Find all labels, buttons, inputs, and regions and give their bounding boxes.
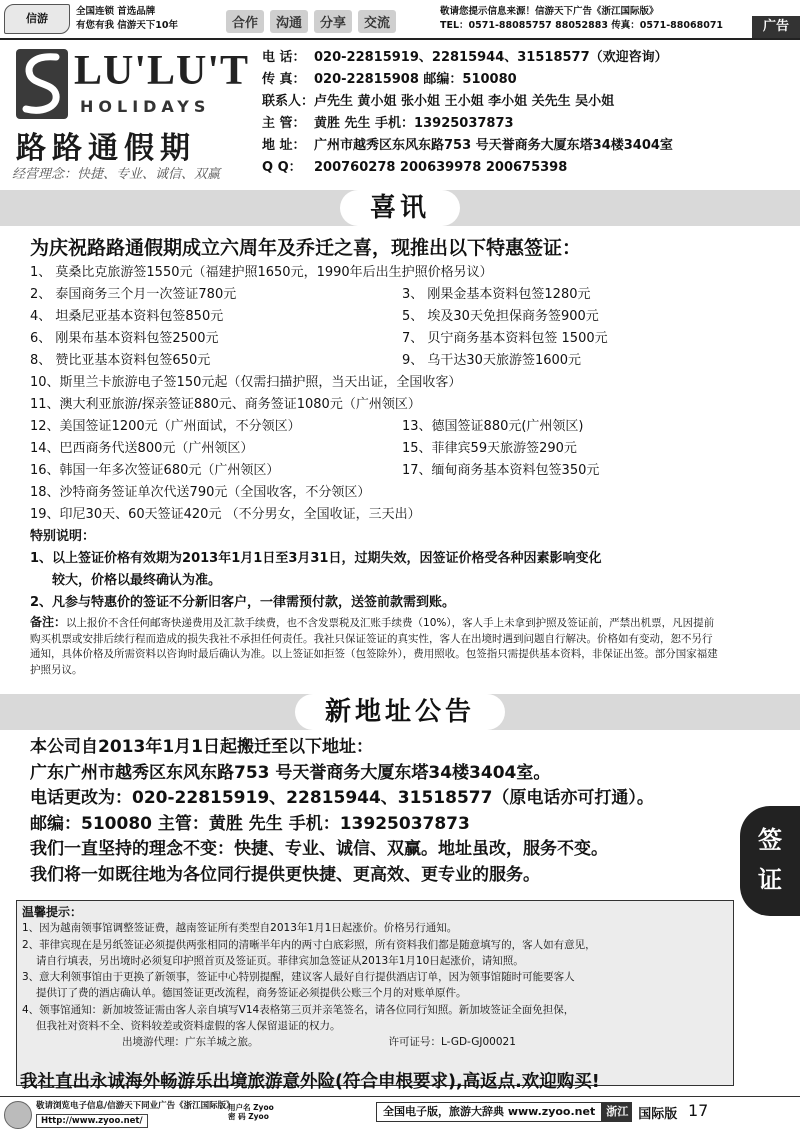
visa-item: 17、缅甸商务基本资料包签350元: [402, 463, 600, 478]
address-line: 我们将一如既往地为各位同行提供更快捷、更高效、更专业的服务。: [30, 864, 540, 885]
header-slogan: [76, 5, 178, 33]
contact-key: 地 址：: [262, 138, 306, 153]
list-item: [30, 394, 710, 416]
nav-item-exchange: 交流: [358, 10, 396, 33]
company-motto: 经营理念：快捷、专业、诚信、双赢: [12, 167, 221, 182]
tip-3-continued: 提供订了费的酒店确认单。德国签证更改流程，商务签证必须提供公账三个月的对账单原件。: [36, 987, 467, 1000]
footer-line-1: 敬请浏览电子信息/信游天下同业广告《浙江国际版》: [36, 1101, 235, 1111]
remark-text: 以上报价不含任何邮寄快递费用及汇款手续费，也不含发票税及汇账手续费（10%），客人手上未拿到护照及签证前，严禁出机票，凡因提前购买机票或安排后续行程而造成的损失我社不承担任何责任。我社只保证签证的真实性，客人在出境时遇到问题自行解决。价格如有变动，恕不另行通知，具体价格及所需资料以咨询时最后确认为准。以上签证如拒签（包签除外），费用照收。包签指只需提供基本资料，非保证出签。部分国家福建护照另议。: [30, 617, 718, 676]
list-item: [30, 460, 710, 482]
nav-item-share: 分享: [314, 10, 352, 33]
contact-value: 020-22815908 邮编：510080: [314, 72, 517, 87]
footer-edition: [376, 1101, 683, 1123]
visa-item: 3、 刚果金基本资料包签1280元: [402, 287, 591, 302]
ad-tag: 广告: [752, 16, 800, 38]
list-item: [30, 328, 710, 350]
footer-password: 密 码 Zyoo: [228, 1112, 269, 1121]
footer-left: [36, 1100, 235, 1128]
address-line: 广东广州市越秀区东风东路753 号天誉商务大厦东塔34楼3404室。: [30, 762, 551, 783]
side-tab-char: 证: [758, 866, 782, 894]
contact-key: 主 管：: [262, 116, 306, 131]
nav-item-cooperate: 合作: [226, 10, 264, 33]
remark: [30, 615, 720, 678]
slogan-line-1: 全国连锁 首选品牌: [76, 6, 156, 17]
contact-row: [262, 69, 792, 91]
visa-item: 13、德国签证880元(广州领区): [402, 419, 584, 434]
tip-3: 3、意大利领事馆由于更换了新领事，签证中心特别提醒，建议客人最好自行提供酒店订单，因为领事馆随时可能要客人: [22, 971, 575, 984]
logo-name: LU'LU'T: [74, 48, 250, 94]
tip-2: 2、菲律宾现在是另纸签证必须提供两张相同的清晰半年内的两寸白底彩照，所有资料我们都是随意填写的，客人如有意见，: [22, 938, 596, 951]
header-info-line-1: 敬请您提示信息来源！信游天下广告《浙江国际版》: [440, 6, 659, 17]
tip-2-continued: 请自行填表，另出境时必须复印护照首页及签证页。菲律宾加急签证从2013年1月10日起涨价，请知照。: [36, 954, 524, 967]
visa-item: 1、 莫桑比克旅游签1550元（福建护照1650元，1990年后出生护照价格另议）: [30, 265, 493, 280]
contact-key: 传 真：: [262, 72, 306, 87]
visa-item: 5、 埃及30天免担保商务签900元: [402, 309, 599, 324]
visa-item: 16、韩国一年多次签证680元（广州领区）: [30, 463, 280, 478]
contact-row: [262, 157, 792, 179]
contact-value: 200760278 200639978 200675398: [314, 160, 568, 175]
special-notes: [30, 526, 720, 614]
footer-logo-icon: [4, 1101, 32, 1129]
footer-region: 浙江: [602, 1102, 632, 1122]
note-1-continued: 较大，价格以最终确认为准。: [52, 573, 222, 588]
contact-key: 联系人：: [262, 94, 315, 109]
visa-item: 9、 乌干达30天旅游签1600元: [402, 353, 582, 368]
side-tab-char: 签: [758, 826, 782, 854]
contact-row: [262, 47, 792, 69]
contact-row: [262, 91, 792, 113]
list-item: [30, 504, 710, 526]
footer-slogan: 全国电子版，旅游大辞典 www.zyoo.net: [376, 1102, 602, 1122]
visa-item: 2、 泰国商务三个月一次签证780元: [30, 287, 237, 302]
logo-subtitle: HOLIDAYS: [80, 97, 211, 116]
license-info: 许可证号：L-GD-GJ00021: [388, 1036, 516, 1049]
tip-1: 1、因为越南领事馆调整签证费，越南签证所有类型自2013年1月1日起涨价。价格另行通知。: [22, 922, 458, 935]
list-item: [30, 438, 710, 460]
footer: [0, 1096, 800, 1131]
address-title: 新地址公告: [295, 694, 505, 730]
side-tab-visa: [740, 806, 800, 916]
address-title-band: [0, 694, 800, 730]
visa-item: 10、斯里兰卡旅游电子签150元起（仅需扫描护照，当天出证，全国收客）: [30, 375, 462, 390]
visa-item: 11、澳大利亚旅游/探亲签证880元、商务签证1080元（广州领区）: [30, 397, 421, 412]
address-line: 电话更改为：020-22815919、22815944、31518577（原电话亦可打通）。: [30, 788, 654, 808]
company-logo: [12, 47, 252, 187]
contact-row: [262, 135, 792, 157]
visa-item: 8、 赞比亚基本资料包签650元: [30, 353, 211, 368]
contact-row: [262, 113, 792, 135]
contact-value: 黄胜 先生 手机：13925037873: [314, 116, 514, 131]
tips: [22, 904, 727, 1051]
tip-4-continued: 但我社对资料不全、资料较差或资料虚假的客人保留退证的权力。: [36, 1020, 341, 1033]
contact-key: 电 话：: [262, 50, 306, 65]
agent-info: 出境游代理：广东羊城之旅。: [122, 1036, 259, 1049]
list-item: [30, 350, 710, 372]
visa-item: 14、巴西商务代送800元（广州领区）: [30, 441, 254, 456]
logo-mark-icon: [16, 49, 68, 119]
list-item: [30, 284, 710, 306]
visa-item: 7、 贝宁商务基本资料包签 1500元: [402, 331, 608, 346]
tips-title: 温馨提示：: [22, 905, 83, 919]
top-header: [0, 0, 800, 40]
visa-item: 6、 刚果布基本资料包签2500元: [30, 331, 219, 346]
tip-4: 4、领事馆通知：新加坡签证需由客人亲自填写V14表格第三页并亲笔签名，请各位同行知照。新加坡签证全面免担保，: [22, 1003, 575, 1016]
address-announcement: [30, 735, 730, 888]
contact-value: 020-22815919、22815944、31518577（欢迎咨询）: [314, 50, 668, 65]
list-item: [30, 416, 710, 438]
header-nav: [226, 10, 396, 33]
visa-item: 12、美国签证1200元（广州面试，不分领区）: [30, 419, 301, 434]
address-line: 我们一直坚持的理念不变：快捷、专业、诚信、双赢。地址虽改，服务不变。: [30, 839, 608, 859]
note-1: 1、以上签证价格有效期为2013年1月1日至3月31日，过期失效，因签证价格受各种因素影响变化: [30, 551, 602, 566]
footer-edition-name: 国际版: [638, 1106, 678, 1122]
brand-logo: 信游: [4, 4, 70, 34]
promo-headline: 为庆祝路路通假期成立六周年及乔迁之喜，现推出以下特惠签证：: [30, 237, 582, 259]
contact-value: 广州市越秀区东风东路753 号天誉商务大厦东塔34楼3404室: [314, 138, 673, 153]
promo-title: 喜讯: [340, 190, 460, 226]
footer-username: 用户名 Zyoo: [228, 1103, 274, 1112]
remark-title: 备注：: [30, 615, 67, 629]
list-item: [30, 482, 710, 504]
logo-chinese-name: 路路通假期: [16, 131, 196, 166]
insurance-promo: 我社直出永诚海外畅游乐出境旅游意外险(符合申根要求),高返点.欢迎购买!: [20, 1072, 600, 1092]
visa-item: 15、菲律宾59天旅游签290元: [402, 441, 577, 456]
note-2: 2、凡参与特惠价的签证不分新旧客户，一律需预付款，送签前款需到账。: [30, 595, 456, 610]
address-line: 邮编：510080 主管：黄胜 先生 手机：13925037873: [30, 813, 470, 834]
list-item: [30, 262, 710, 284]
list-item: [30, 306, 710, 328]
note-title: 特别说明：: [30, 529, 96, 544]
header-info: [440, 5, 723, 33]
visa-item: 4、 坦桑尼亚基本资料包签850元: [30, 309, 224, 324]
agent-license-row: [22, 1034, 727, 1050]
slogan-line-2: 有您有我 信游天下10年: [76, 20, 179, 31]
footer-login: [228, 1103, 274, 1121]
list-item: [30, 372, 710, 394]
contact-key: Q Q：: [262, 160, 302, 175]
contact-info: [262, 47, 792, 179]
visa-item: 18、沙特商务签证单次代送790元（全国收客，不分领区）: [30, 485, 371, 500]
promo-title-band: [0, 190, 800, 226]
visa-item: 19、印尼30天、60天签证420元 （不分男女，全国收证，三天出）: [30, 507, 421, 522]
contact-value: 卢先生 黄小姐 张小姐 王小姐 李小姐 关先生 吴小姐: [314, 94, 615, 109]
visa-list: [30, 262, 710, 526]
header-info-line-2: TEL：0571-88085757 88052883 传真：0571-88068071: [440, 20, 724, 31]
footer-url-link[interactable]: Http://www.zyoo.net/: [36, 1114, 148, 1128]
address-line: 本公司自2013年1月1日起搬迁至以下地址：: [30, 737, 373, 757]
page-number: 17: [688, 1101, 709, 1120]
nav-item-communicate: 沟通: [270, 10, 308, 33]
